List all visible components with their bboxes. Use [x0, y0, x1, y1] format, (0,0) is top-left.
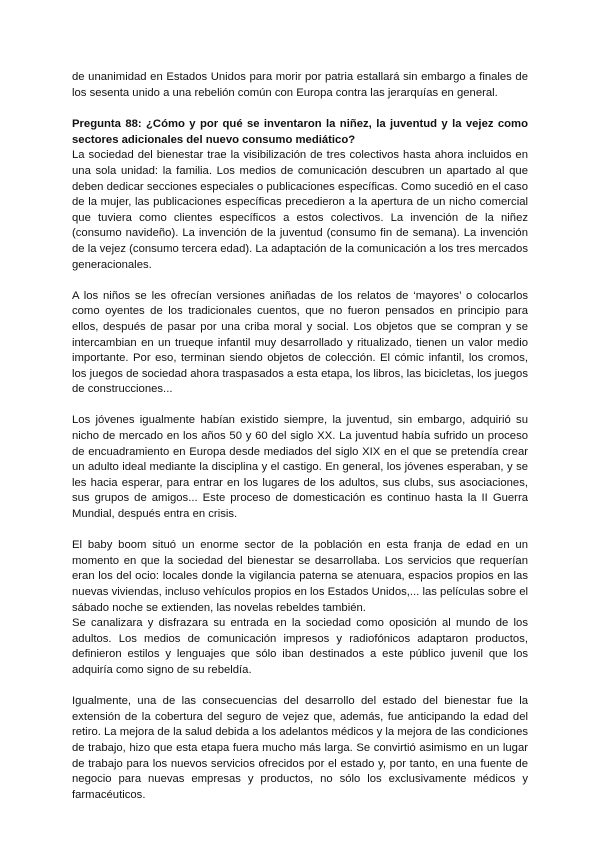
intro-paragraph: de unanimidad en Estados Unidos para morir por patria estallará sin embargo a finales de los sesenta unido a una rebelión común con Europa contra las jerarquías en general.: [72, 71, 528, 99]
paragraph-sociedad-bienestar: La sociedad del bienestar trae la visibilización de tres colectivos hasta ahora incluidos en una sola unidad: la familia. Los medios de comunicación descubren un apartado al que deben dedicar secciones especiales o publicaciones específicas. Como sucedió en el caso de la mujer, las publicaciones específicas precedieron a la apertura de un nicho comercial que tuviera como clientes específicos a estos colectivos. La invención de la niñez (consumo navideño). La invención de la juventud (consumo fin de semana). La invención de la vejez (consumo tercera edad). La adaptación de la comunicación a los tres mercados generacionales.: [72, 149, 528, 271]
paragraph-canalizara: Se canalizara y disfrazara su entrada en la sociedad como oposición al mundo de los adultos. Los medios de comunicación impresos y radiofónicos adaptaron productos, definieron estilos y lenguajes que sólo iban destinados a este público juvenil que los adquiría como signo de su rebeldía.: [72, 617, 528, 676]
document-page: [72, 70, 528, 803]
paragraph-baby-boom: El baby boom situó un enorme sector de la población en esta franja de edad en un momento en que la sociedad del bienestar se desarrollaba. Los servicios que requerían eran los del ocio: locales donde la vigilancia paterna se atenuara, espacios propios en las nuevas viviendas, incluso vehículos propios en los Estados Unidos,... las películas sobre el sábado noche se extienden, las novelas rebeldes también.: [72, 539, 528, 614]
paragraph-ninos: A los niños se les ofrecían versiones aniñadas de los relatos de ‘mayores’ o colocarlos como oyentes de los tradicionales cuentos, que no fueron pensados en principio para ellos, después de pasar por una criba moral y social. Los objetos que se compran y se intercambian en un trueque infantil muy desarrollado y ritualizado, tienen un valor medio importante. Por eso, terminan siendo objetos de colección. El cómic infantil, los cromos, los juegos de sociedad ahora traspasados a esta etapa, los libros, las bicicletas, los juegos de construcciones...: [72, 289, 528, 396]
paragraph-jovenes: Los jóvenes igualmente habían existido siempre, la juventud, sin embargo, adquirió su nicho de mercado en los años 50 y 60 del siglo XX. La juventud había sufrido un proceso de encuadramiento en Europa desde mediados del siglo XIX en el que se pretendía crear un adulto ideal mediante la disciplina y el castigo. En general, los jóvenes esperaban, y se les hacia esperar, para entrar en los lugares de los adultos, sus clubs, sus asociaciones, sus grupos de amigos... Este proceso de domesticación es continuo hasta la II Guerra Mundial, después entra en crisis.: [72, 414, 528, 521]
question-heading: Pregunta 88: ¿Cómo y por qué se inventaron la niñez, la juventud y la vejez como sectores adicionales del nuevo consumo mediático?: [72, 118, 528, 146]
paragraph-vejez: Igualmente, una de las consecuencias del desarrollo del estado del bienestar fue la extensión de la cobertura del seguro de vejez que, además, fue anticipando la edad del retiro. La mejora de la salud debida a los adelantos médicos y la mejora de las condiciones de trabajo, hizo que esta etapa fuera mucho más larga. Se convirtió asimismo en un lugar de trabajo para los nuevos servicios ofrecidos por el estado y, por tanto, en una fuente de negocio para nuevas empresas y productos, no sólo los exclusivamente médicos y farmacéuticos.: [72, 695, 528, 801]
